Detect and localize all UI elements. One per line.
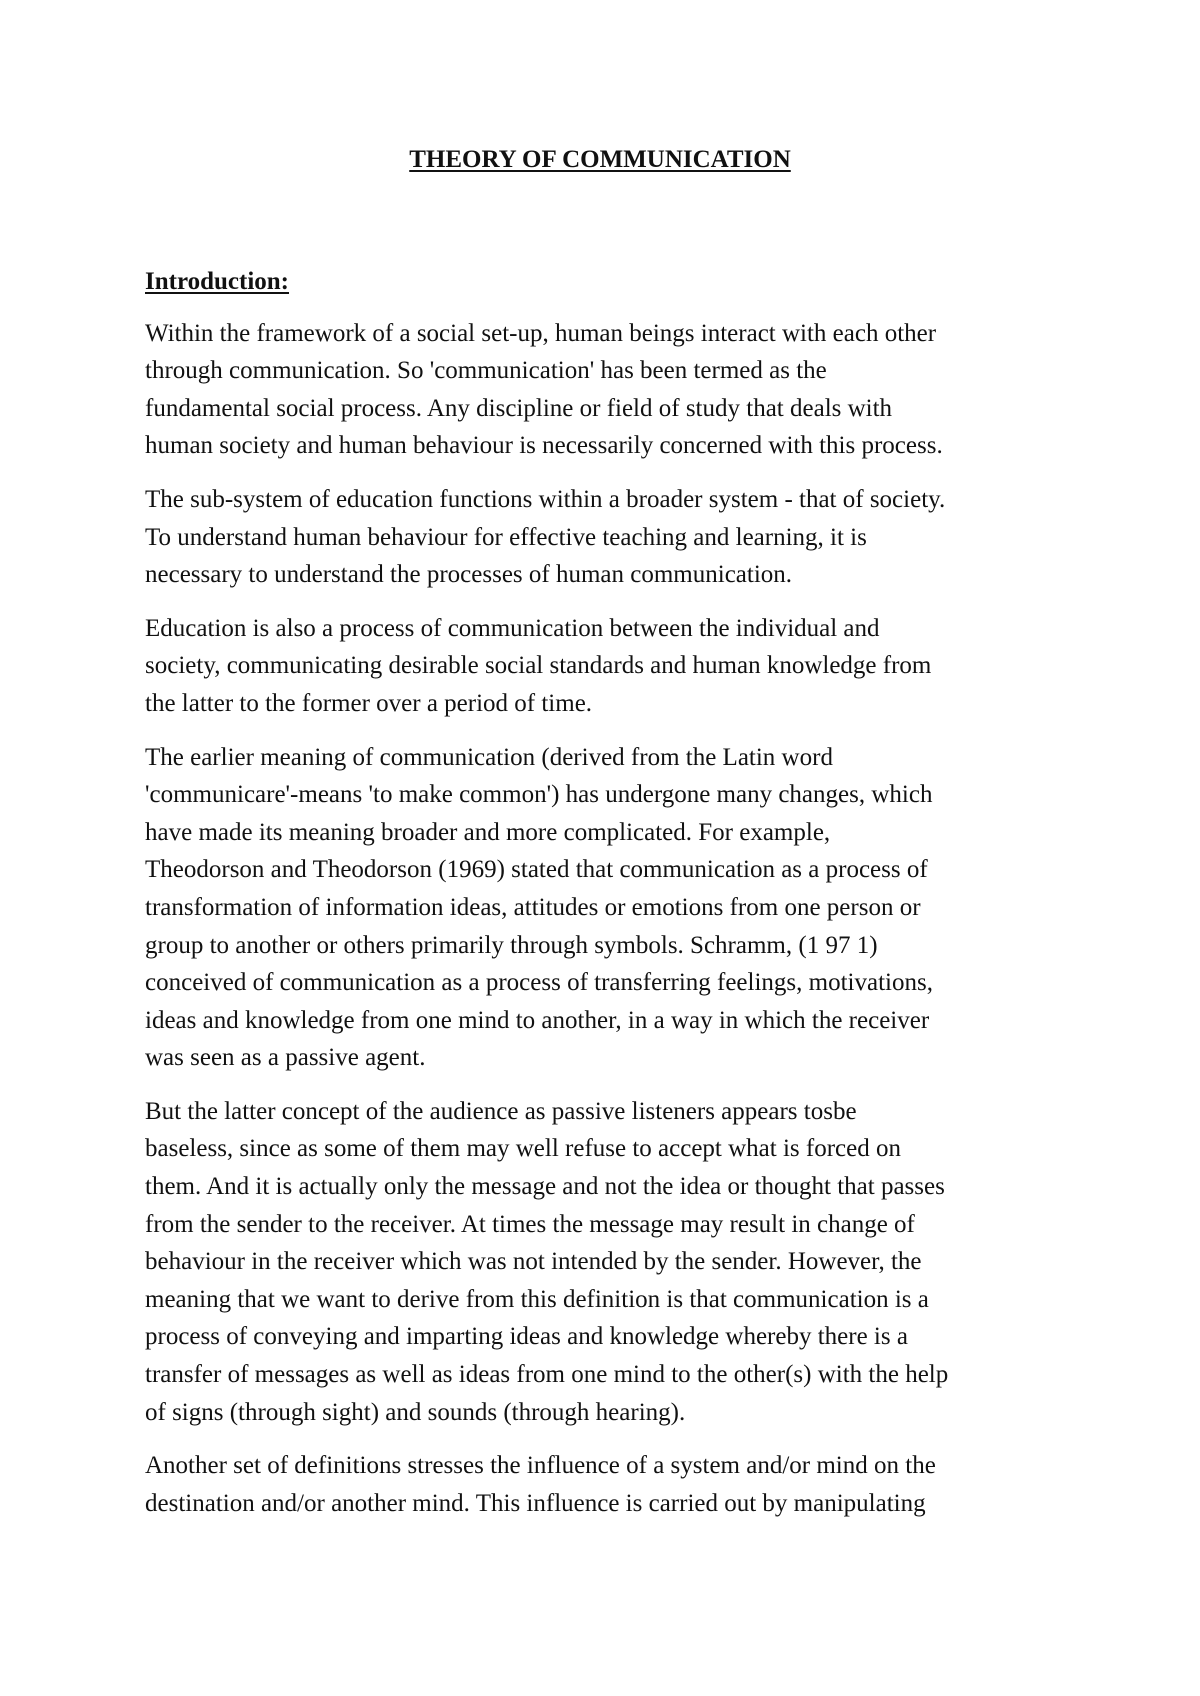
document-body — [145, 263, 1075, 1538]
text-line: process of conveying and imparting ideas and knowledge whereby there is a — [145, 1323, 908, 1351]
paragraph-1 — [145, 315, 1075, 465]
text-line: from the sender to the receiver. At times the message may result in change of — [145, 1210, 915, 1238]
paragraph-6 — [145, 1447, 1075, 1522]
paragraph-5 — [145, 1093, 1075, 1431]
text-line: of signs (through sight) and sounds (through hearing). — [145, 1398, 686, 1426]
document-title: THEORY OF COMMUNICATION — [409, 146, 791, 173]
text-line: behaviour in the receiver which was not intended by the sender. However, the — [145, 1248, 922, 1276]
text-line: group to another or others primarily through symbols. Schramm, (1 97 1) — [145, 931, 878, 959]
text-line: 'communicare'-means 'to make common') has undergone many changes, which — [145, 781, 933, 809]
text-line: the latter to the former over a period of time. — [145, 689, 593, 717]
text-line: through communication. So 'communication' has been termed as the — [145, 357, 827, 385]
text-line: destination and/or another mind. This influence is carried out by manipulating — [145, 1489, 926, 1517]
text-line: meaning that we want to derive from this definition is that communication is a — [145, 1285, 929, 1313]
text-line: necessary to understand the processes of human communication. — [145, 561, 793, 589]
text-line: transformation of information ideas, attitudes or emotions from one person or — [145, 893, 921, 921]
text-line: have made its meaning broader and more complicated. For example, — [145, 818, 831, 846]
text-line: But the latter concept of the audience as passive listeners appears tosbe — [145, 1097, 857, 1125]
text-line: them. And it is actually only the message and not the idea or thought that passes — [145, 1173, 945, 1201]
text-line: The sub-system of education functions within a broader system - that of society. — [145, 485, 946, 513]
paragraph-2 — [145, 481, 1075, 594]
section-heading: Introduction: — [145, 268, 290, 295]
text-line: The earlier meaning of communication (derived from the Latin word — [145, 743, 833, 771]
text-line: society, communicating desirable social standards and human knowledge from — [145, 652, 932, 680]
text-line: conceived of communication as a process of transferring feelings, motivations, — [145, 969, 933, 997]
text-line: Theodorson and Theodorson (1969) stated that communication as a process of — [145, 856, 928, 884]
text-line: baseless, since as some of them may well refuse to accept what is forced on — [145, 1135, 901, 1163]
text-line: Education is also a process of communication between the individual and — [145, 614, 880, 642]
text-line: ideas and knowledge from one mind to another, in a way in which the receiver — [145, 1006, 930, 1034]
text-line: Within the framework of a social set-up, human beings interact with each other — [145, 319, 937, 347]
text-line: Another set of definitions stresses the influence of a system and/or mind on the — [145, 1452, 936, 1480]
text-line: transfer of messages as well as ideas from one mind to the other(s) with the help — [145, 1361, 949, 1389]
text-line: fundamental social process. Any discipline or field of study that deals with — [145, 394, 893, 422]
text-line: human society and human behaviour is necessarily concerned with this process. — [145, 432, 943, 460]
text-line: was seen as a passive agent. — [145, 1044, 426, 1072]
text-line: To understand human behaviour for effective teaching and learning, it is — [145, 523, 867, 551]
paragraph-3 — [145, 610, 1075, 723]
paragraph-4 — [145, 739, 1075, 1077]
